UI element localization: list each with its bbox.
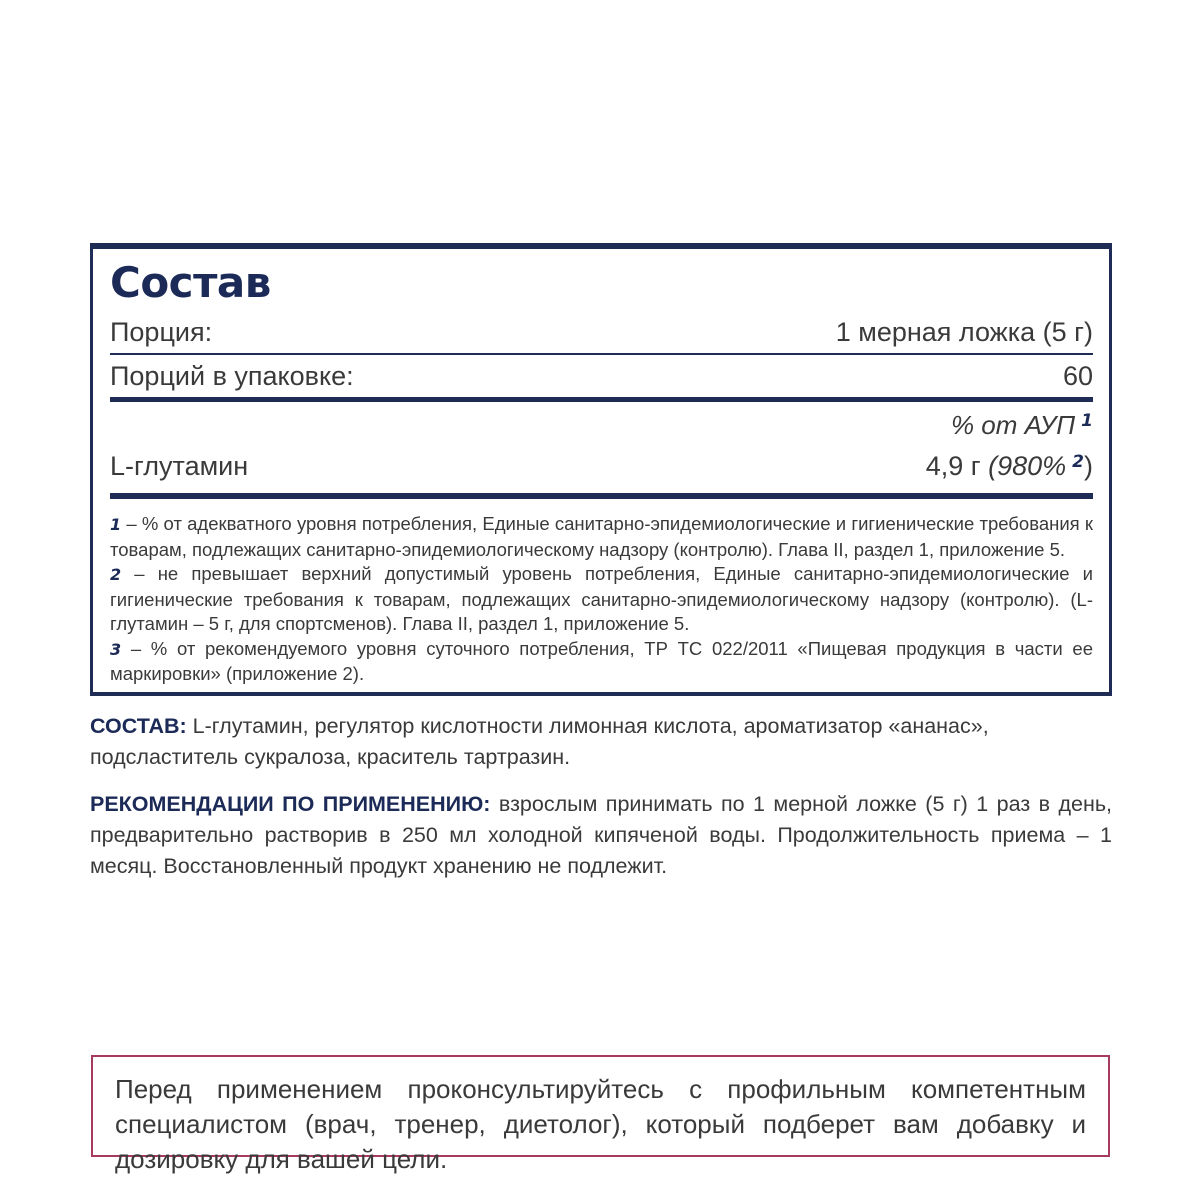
ingredient-percent: (980% xyxy=(988,451,1067,481)
usage-paragraph xyxy=(90,789,1112,882)
footnote-text: – % от рекомендуемого уровня суточного потребления, ТР ТС 022/2011 «Пищевая продукция в части ее маркировки» (приложение 2). xyxy=(110,637,1093,684)
ingredient-row xyxy=(110,453,1093,485)
composition-table xyxy=(90,243,1112,696)
serving-row xyxy=(110,319,1093,355)
ingredient-footnote-mark: 2 xyxy=(1072,452,1084,472)
serving-label: Порция: xyxy=(110,317,213,347)
footnote-number: 3 xyxy=(110,639,122,659)
footnote-1 xyxy=(110,512,1093,562)
ingredient-name: L-глутамин xyxy=(110,451,249,481)
footnote-number: 1 xyxy=(110,515,122,534)
rdi-header-footnote-mark: 1 xyxy=(1081,411,1093,431)
warning-box xyxy=(91,1055,1110,1174)
ingredients-text: L-глутамин, регулятор кислотности лимонная кислота, ароматизатор «ананас», подсластитель сукралоза, краситель тартразин. xyxy=(90,714,989,769)
rdi-header-label: % от АУП xyxy=(950,410,1076,440)
serving-value: 1 мерная ложка (5 г) xyxy=(835,317,1093,347)
usage-text: взрослым принимать по 1 мерной ложке (5 г) 1 раз в день, предварительно растворив в 250 мл холодной кипяченой воды. Продолжительность приема – 1 месяц. Восстановленный продукт хранению не подлежит. xyxy=(90,792,1112,878)
usage-label: РЕКОМЕНДАЦИИ ПО ПРИМЕНЕНИЮ: xyxy=(90,792,491,816)
table-divider-thick xyxy=(110,397,1093,402)
footnote-text: – не превышает верхний допустимый уровень потребления, Единые санитарно-эпидемиологические и гигиенические требования к товарам, подлежащих санитарно-эпидемиологическому надзору (контролю). (L-глутамин – 5 г, для спортсменов). Глава II, раздел 1, приложение 5. xyxy=(110,563,1093,634)
servings-label: Порций в упаковке: xyxy=(110,361,354,391)
ingredients-paragraph xyxy=(90,711,1112,773)
footnotes xyxy=(110,512,1093,687)
servings-value: 60 xyxy=(1062,361,1093,391)
ingredient-amount: 4,9 г xyxy=(925,451,981,481)
warning-text: Перед применением проконсультируйтесь с профильным компетентным специалистом (врач, тренер, диетолог), который подберет вам добавку и дозировку для вашей цели. xyxy=(115,1074,1086,1174)
ingredient-close-paren: ) xyxy=(1084,451,1093,481)
footnote-number: 2 xyxy=(110,565,122,584)
servings-per-package-row xyxy=(110,363,1093,397)
composition-title: Состав xyxy=(110,258,271,307)
footnote-text: – % от адекватного уровня потребления, Единые санитарно-эпидемиологические и гигиенические требования к товарам, подлежащих санитарно-эпидемиологическому надзору (контролю). Глава II, раздел 1, приложение 5. xyxy=(110,513,1093,560)
ingredient-value xyxy=(926,453,1093,485)
rdi-column-header xyxy=(951,412,1093,438)
table-divider-footnotes xyxy=(110,493,1093,499)
ingredients-label: СОСТАВ: xyxy=(90,714,187,738)
footnote-2 xyxy=(110,562,1093,637)
footnote-3 xyxy=(110,637,1093,687)
